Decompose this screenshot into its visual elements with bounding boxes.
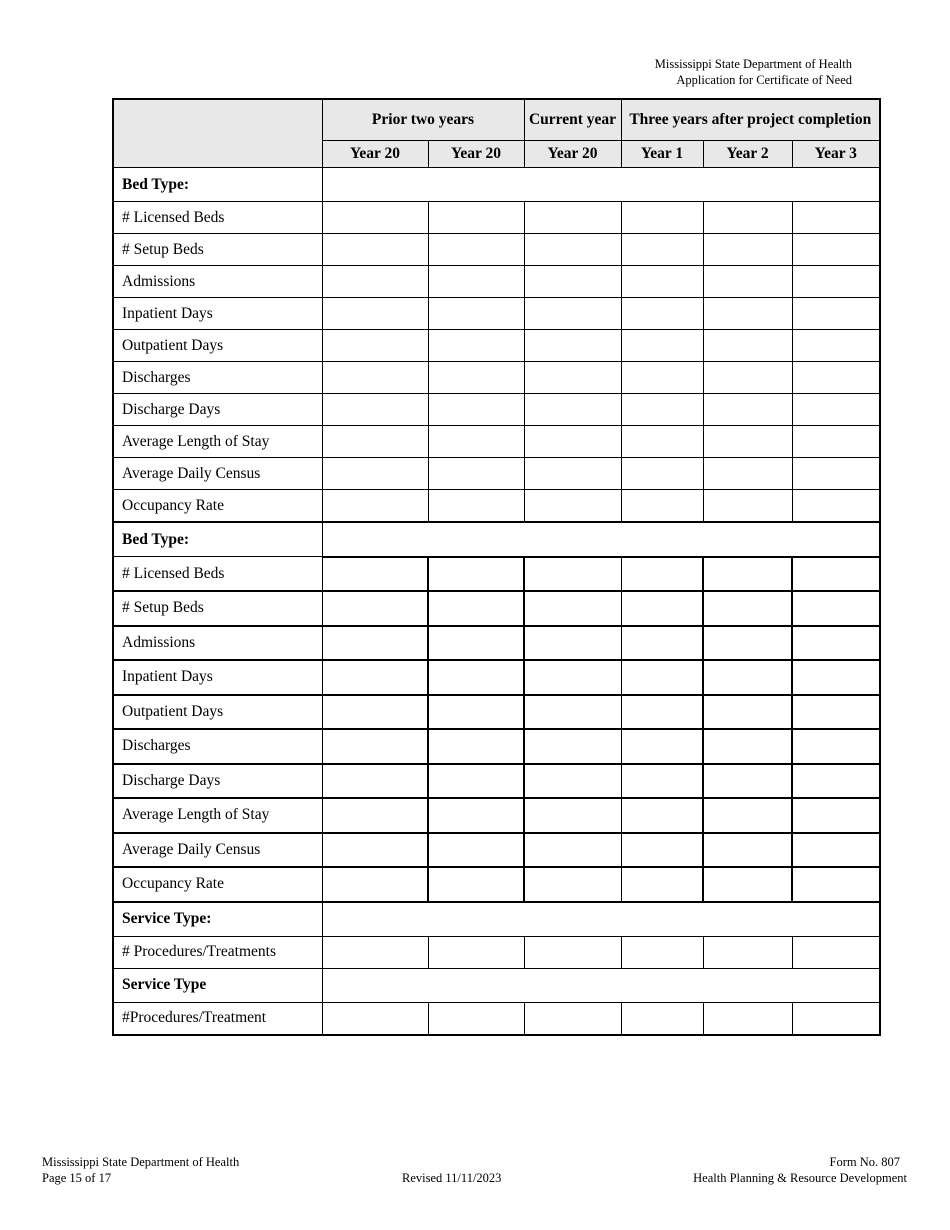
section-row [113,902,880,937]
data-cell[interactable] [322,426,428,458]
table-row [113,202,880,234]
data-cell[interactable] [428,660,524,695]
data-cell[interactable] [322,458,428,490]
data-cell[interactable] [792,626,880,661]
data-cell[interactable] [792,798,880,833]
data-cell[interactable] [322,1002,428,1035]
table-row [113,490,880,523]
data-cell[interactable] [524,833,621,868]
data-cell[interactable] [524,330,621,362]
data-cell[interactable] [792,1002,880,1035]
data-cell[interactable] [322,557,428,592]
data-cell[interactable] [428,764,524,799]
data-cell[interactable] [703,867,792,902]
table-row [113,833,880,868]
data-cell[interactable] [524,764,621,799]
year-header: Year 3 [792,141,880,168]
data-cell[interactable] [322,729,428,764]
data-cell[interactable] [524,695,621,730]
data-cell[interactable] [621,266,703,298]
data-cell[interactable] [428,394,524,426]
row-label: # Setup Beds [113,234,322,266]
data-cell[interactable] [792,362,880,394]
table-row [113,798,880,833]
row-label: Inpatient Days [113,298,322,330]
bed-type-input[interactable] [322,522,880,557]
service-type-label: Service Type: [113,902,322,937]
year-header: Year 20 [428,141,524,168]
section-row [113,168,880,202]
data-cell[interactable] [621,591,703,626]
service-type-input[interactable] [322,968,880,1002]
row-label: Discharges [113,362,322,394]
data-cell[interactable] [322,798,428,833]
table-row [113,330,880,362]
table-row [113,936,880,968]
data-cell[interactable] [621,234,703,266]
data-cell[interactable] [428,330,524,362]
data-cell[interactable] [322,660,428,695]
data-cell[interactable] [322,362,428,394]
row-label: # Setup Beds [113,591,322,626]
year-header: Year 20 [322,141,428,168]
data-cell[interactable] [322,591,428,626]
data-cell[interactable] [703,394,792,426]
row-label: Discharge Days [113,764,322,799]
row-label: # Licensed Beds [113,202,322,234]
bed-type-input[interactable] [322,168,880,202]
header-three-years-after: Three years after project completion [621,99,880,141]
data-cell[interactable] [428,936,524,968]
data-cell[interactable] [703,660,792,695]
corner-cell [113,99,322,168]
data-cell[interactable] [703,1002,792,1035]
data-cell[interactable] [621,833,703,868]
data-cell[interactable] [621,426,703,458]
data-cell[interactable] [428,234,524,266]
data-cell[interactable] [703,764,792,799]
table-row [113,867,880,902]
data-cell[interactable] [621,729,703,764]
row-label: Average Length of Stay [113,426,322,458]
row-label: Discharge Days [113,394,322,426]
data-cell[interactable] [792,936,880,968]
data-cell[interactable] [621,764,703,799]
data-cell[interactable] [524,867,621,902]
data-cell[interactable] [428,695,524,730]
data-cell[interactable] [524,729,621,764]
data-cell[interactable] [322,490,428,523]
data-cell[interactable] [322,833,428,868]
data-cell[interactable] [621,362,703,394]
row-label: Average Daily Census [113,833,322,868]
row-label: Occupancy Rate [113,490,322,523]
data-cell[interactable] [322,936,428,968]
data-cell[interactable] [792,490,880,523]
data-cell[interactable] [524,458,621,490]
data-cell[interactable] [524,266,621,298]
data-cell[interactable] [428,833,524,868]
data-cell[interactable] [322,202,428,234]
data-cell[interactable] [792,202,880,234]
data-cell[interactable] [428,458,524,490]
data-cell[interactable] [524,202,621,234]
data-cell[interactable] [792,234,880,266]
table-row [113,626,880,661]
data-cell[interactable] [703,362,792,394]
data-cell[interactable] [524,490,621,523]
data-cell[interactable] [524,234,621,266]
service-type-label: Service Type [113,968,322,1002]
data-cell[interactable] [524,362,621,394]
data-cell[interactable] [621,458,703,490]
data-cell[interactable] [792,591,880,626]
header-current-year: Current year [524,99,621,141]
table-row [113,660,880,695]
data-cell[interactable] [428,1002,524,1035]
data-cell[interactable] [524,936,621,968]
header-application: Application for Certificate of Need [676,73,852,87]
page-number: Page 15 of 17 [42,1171,112,1185]
table-row [113,234,880,266]
data-cell[interactable] [322,266,428,298]
table-row [113,729,880,764]
data-cell[interactable] [792,729,880,764]
service-type-input[interactable] [322,902,880,937]
data-cell[interactable] [703,234,792,266]
footer-department: Mississippi State Department of Health [42,1155,240,1169]
data-cell[interactable] [621,936,703,968]
table-row [113,394,880,426]
table-row [113,362,880,394]
data-cell[interactable] [322,330,428,362]
data-cell[interactable] [703,458,792,490]
data-cell[interactable] [792,695,880,730]
row-label: Inpatient Days [113,660,322,695]
data-cell[interactable] [524,626,621,661]
data-cell[interactable] [703,557,792,592]
table-row [113,764,880,799]
data-cell[interactable] [792,660,880,695]
data-cell[interactable] [322,234,428,266]
data-cell[interactable] [703,330,792,362]
footer-division: Health Planning & Resource Development [693,1171,907,1185]
data-cell[interactable] [428,298,524,330]
table-row [113,557,880,592]
data-cell[interactable] [428,202,524,234]
data-cell[interactable] [621,660,703,695]
data-cell[interactable] [428,867,524,902]
row-label: Outpatient Days [113,330,322,362]
row-label: Admissions [113,626,322,661]
row-label: Average Length of Stay [113,798,322,833]
table-row [113,591,880,626]
row-label: # Procedures/Treatments [113,936,322,968]
section-row [113,522,880,557]
data-cell[interactable] [792,557,880,592]
page-header [655,56,852,88]
data-cell[interactable] [322,695,428,730]
data-cell[interactable] [322,626,428,661]
table-row [113,695,880,730]
data-cell[interactable] [428,426,524,458]
table-row [113,1002,880,1035]
utilization-table-wrapper [112,98,879,1036]
year-header: Year 20 [524,141,621,168]
data-cell[interactable] [703,695,792,730]
data-cell[interactable] [524,426,621,458]
data-cell[interactable] [621,626,703,661]
data-cell[interactable] [621,867,703,902]
data-cell[interactable] [428,490,524,523]
data-cell[interactable] [428,362,524,394]
row-label: Discharges [113,729,322,764]
data-cell[interactable] [322,867,428,902]
data-cell[interactable] [428,591,524,626]
data-cell[interactable] [428,798,524,833]
data-cell[interactable] [322,298,428,330]
data-cell[interactable] [428,729,524,764]
row-label: Outpatient Days [113,695,322,730]
section-row [113,968,880,1002]
year-header: Year 1 [621,141,703,168]
data-cell[interactable] [703,591,792,626]
data-cell[interactable] [703,798,792,833]
data-cell[interactable] [792,266,880,298]
year-header: Year 2 [703,141,792,168]
data-cell[interactable] [621,490,703,523]
data-cell[interactable] [621,202,703,234]
bed-type-label: Bed Type: [113,522,322,557]
table-row [113,298,880,330]
data-cell[interactable] [524,660,621,695]
row-label: # Licensed Beds [113,557,322,592]
data-cell[interactable] [703,833,792,868]
footer-left [42,1154,239,1186]
data-cell[interactable] [792,298,880,330]
data-cell[interactable] [703,936,792,968]
data-cell[interactable] [792,867,880,902]
row-label: #Procedures/Treatment [113,1002,322,1035]
data-cell[interactable] [322,764,428,799]
data-cell[interactable] [703,490,792,523]
data-cell[interactable] [621,298,703,330]
data-cell[interactable] [792,458,880,490]
table-row [113,266,880,298]
data-cell[interactable] [621,1002,703,1035]
data-cell[interactable] [792,426,880,458]
data-cell[interactable] [703,626,792,661]
footer-revised-date: Revised 11/11/2023 [402,1171,502,1185]
data-cell[interactable] [792,833,880,868]
footer-right [693,1154,907,1186]
data-cell[interactable] [703,729,792,764]
utilization-table [112,98,881,1036]
form-number: Form No. 807 [829,1155,900,1169]
data-cell[interactable] [621,695,703,730]
data-cell[interactable] [524,798,621,833]
row-label: Admissions [113,266,322,298]
data-cell[interactable] [428,626,524,661]
data-cell[interactable] [621,330,703,362]
bed-type-label: Bed Type: [113,168,322,202]
data-cell[interactable] [703,426,792,458]
data-cell[interactable] [703,266,792,298]
data-cell[interactable] [524,298,621,330]
data-cell[interactable] [621,557,703,592]
data-cell[interactable] [524,394,621,426]
data-cell[interactable] [524,591,621,626]
data-cell[interactable] [703,202,792,234]
data-cell[interactable] [428,266,524,298]
group-header-row [113,99,880,141]
data-cell[interactable] [792,764,880,799]
data-cell[interactable] [524,1002,621,1035]
row-label: Average Daily Census [113,458,322,490]
data-cell[interactable] [792,394,880,426]
data-cell[interactable] [524,557,621,592]
data-cell[interactable] [322,394,428,426]
table-row [113,458,880,490]
row-label: Occupancy Rate [113,867,322,902]
header-prior-two-years: Prior two years [322,99,524,141]
header-department: Mississippi State Department of Health [654,57,852,71]
data-cell[interactable] [428,557,524,592]
table-row [113,426,880,458]
data-cell[interactable] [621,394,703,426]
data-cell[interactable] [792,330,880,362]
data-cell[interactable] [703,298,792,330]
data-cell[interactable] [621,798,703,833]
